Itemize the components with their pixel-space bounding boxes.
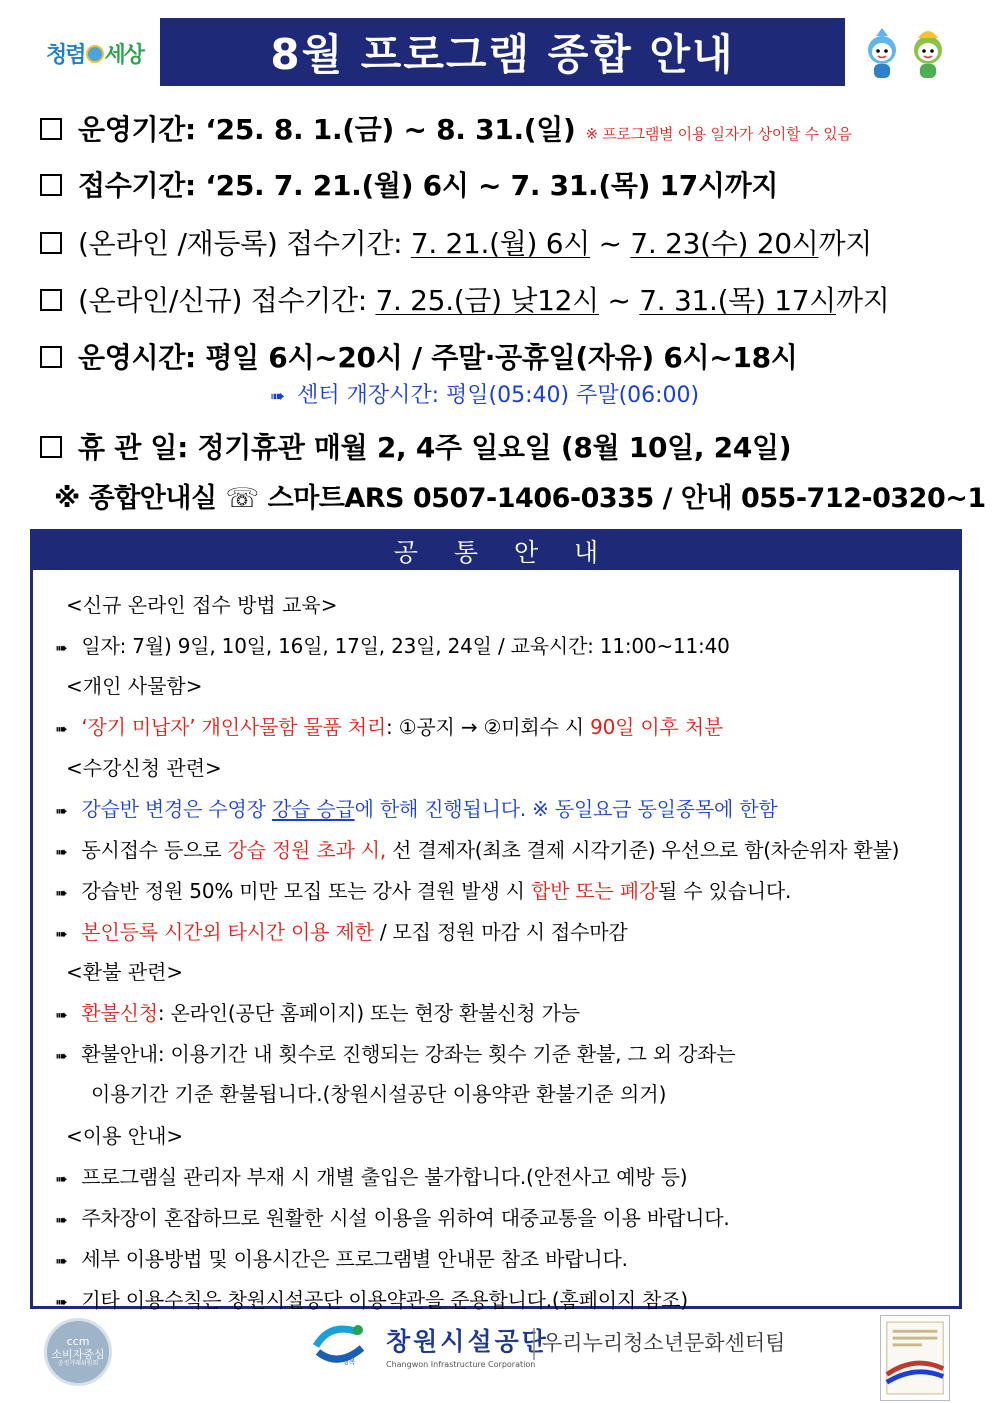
checkbox-icon — [40, 289, 62, 311]
list-item: ➠ 환불안내: 이용기간 내 횟수로 진행되는 강좌는 횟수 기준 환불, 그 외 강좌는 — [55, 1042, 736, 1066]
slogan-text: 행복 — [342, 1358, 356, 1366]
list-item: ➠ ‘장기 미납자’ 개인사물함 물품 처리: ①공지 → ②미회수 시 90일 이후 처분 — [55, 715, 724, 739]
arrow-icon: ➠ — [55, 1047, 68, 1065]
mascot-green-icon — [914, 31, 942, 78]
list-item: ➠ 동시접수 등으로 강습 정원 초과 시, 선 결제자(최초 결제 시각기준) 우선으로 함(차순위자 환불) — [55, 838, 900, 862]
corporation-emblem-icon — [316, 1325, 363, 1359]
arrow-icon: ➠ — [55, 1211, 68, 1229]
arrow-icon: ➠ — [55, 884, 68, 902]
contact-line: ※ 종합안내실 ☏ 스마트ARS 0507-1406-0335 / 안내 055-712-0320~1 — [54, 483, 986, 514]
list-item: ➠ 환불신청: 온라인(공단 홈페이지) 또는 현장 환불신청 가능 — [55, 1001, 580, 1025]
list-item: ➠ 프로그램실 관리자 부재 시 개별 출입은 불가합니다.(안전사고 예방 등) — [55, 1165, 688, 1189]
cheongryeom-logo: 청렴 세상 — [46, 42, 144, 68]
checkbox-icon — [40, 346, 62, 368]
center-open-time: ➠ 센터 개장시간: 평일(05:40) 주말(06:00) — [270, 383, 700, 408]
list-item: ➠ 세부 이용방법 및 이용시간은 프로그램별 안내문 참조 바랍니다. — [55, 1247, 628, 1271]
checkbox-icon — [40, 118, 62, 140]
checkbox-icon — [40, 436, 62, 458]
org-english-text: Changwon Infrastructure Corporation — [386, 1360, 536, 1369]
section-registration: <수강신청 관련> — [66, 756, 222, 780]
arrow-icon: ➠ — [55, 802, 68, 820]
title-banner — [160, 18, 845, 86]
ccm-badge: ccm 소비자중심 공정거래위원회 — [44, 1318, 112, 1386]
list-item: ➠ 기타 이용수칙은 창원시설공단 이용약관을 준용합니다.(홈페이지 참조) — [55, 1288, 689, 1312]
team-name-text: 우리누리청소년문화센터팀 — [542, 1331, 786, 1355]
online-new-period: (온라인/신규) 접수기간: 7. 25.(금) 낮12시 ~ 7. 31.(목) 17시까지 — [40, 279, 890, 319]
closed-days: 휴 관 일: 정기휴관 매월 2, 4주 일요일 (8월 10일, 24일) — [40, 426, 791, 466]
section-locker: <개인 사물함> — [66, 674, 203, 698]
section-online-education: <신규 온라인 접수 방법 교육> — [66, 593, 338, 617]
operation-hours: 운영시간: 평일 6시~20시 / 주말·공휴일(자유) 6시~18시 — [40, 336, 798, 376]
list-item: ➠ 강습반 정원 50% 미만 모집 또는 강사 결원 발생 시 합반 또는 폐강될 수 있습니다. — [55, 879, 792, 903]
reception-period: 접수기간: ‘25. 7. 21.(월) 6시 ~ 7. 31.(목) 17시까지 — [40, 164, 778, 204]
checkbox-icon — [40, 174, 62, 196]
list-item: ➠ 주차장이 혼잡하므로 원활한 시설 이용을 위하여 대중교통을 이용 바랍니다. — [55, 1206, 730, 1230]
arrow-icon: ➠ — [55, 1293, 68, 1311]
list-item: ➠ 강습반 변경은 수영장 강습 승급에 한해 진행됩니다. ※ 동일요금 동일종목에 한함 — [55, 797, 778, 821]
list-item: ➠ 일자: 7월) 9일, 10일, 16일, 17일, 23일, 24일 / 교육시간: 11:00~11:40 — [55, 634, 730, 658]
arrow-icon: ➠ — [55, 1252, 68, 1270]
list-item-continuation: 이용기간 기준 환불됩니다.(창원시설공단 이용약관 환불기준 의거) — [91, 1082, 667, 1106]
period-note: ※ 프로그램별 이용 일자가 상이할 수 있음 — [585, 125, 852, 143]
section-refund: <환불 관련> — [66, 960, 184, 984]
arrow-icon: ➠ — [55, 1170, 68, 1188]
arrow-icon: ➠ — [55, 1006, 68, 1024]
mascot-icons — [858, 26, 954, 82]
mascot-blue-icon — [868, 28, 896, 78]
changwon-infrastructure-logo — [312, 1318, 786, 1372]
arrow-icon: ➠ — [270, 386, 286, 407]
arrow-icon: ➠ — [55, 843, 68, 861]
arrow-icon: ➠ — [55, 639, 68, 657]
org-name-text: 창원시설공단 — [386, 1327, 549, 1356]
section-usage: <이용 안내> — [66, 1124, 184, 1148]
checkbox-icon — [40, 232, 62, 254]
online-reregister-period: (온라인 /재등록) 접수기간: 7. 21.(월) 6시 ~ 7. 23(수) 20시까지 — [40, 222, 872, 262]
certification-mark-icon — [880, 1315, 950, 1401]
common-info-heading: 공 통 안 내 — [33, 532, 959, 570]
operation-period: 운영기간: ‘25. 8. 1.(금) ~ 8. 31.(일) ※ 프로그램별 이용 일자가 상이할 수 있음 — [40, 108, 852, 148]
page-title: 8월 프로그램 종합 안내 — [270, 30, 735, 79]
common-info-box — [30, 529, 962, 1312]
arrow-icon: ➠ — [55, 720, 68, 738]
arrow-icon: ➠ — [55, 925, 68, 943]
list-item: ➠ 본인등록 시간외 타시간 이용 제한 / 모집 정원 마감 시 접수마감 — [55, 920, 628, 944]
